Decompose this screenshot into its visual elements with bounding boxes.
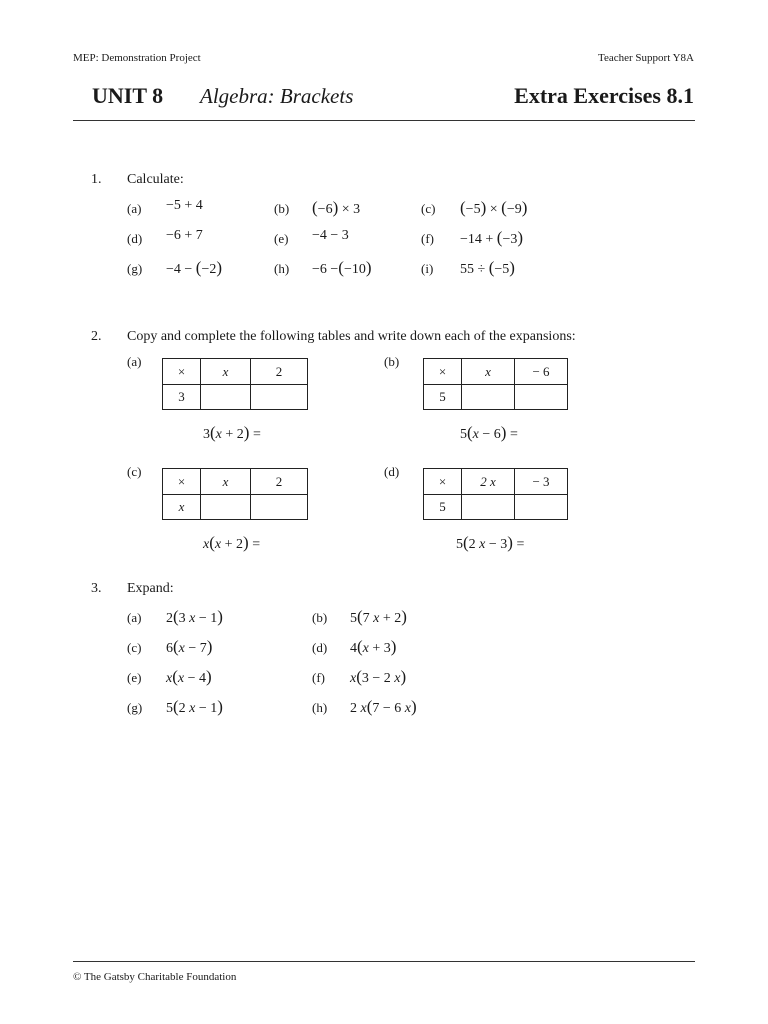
q1-part-expression: −4 − (−2) <box>166 258 223 277</box>
table-cell-blank <box>201 495 251 520</box>
q2-prompt: Copy and complete the following tables and write down each of the expansions: <box>127 329 576 344</box>
q2-label-d: (d) <box>384 464 400 479</box>
q1-part-label: (a) <box>127 201 142 216</box>
q1-part-expression: (−5) × (−9) <box>460 198 528 217</box>
footer-rule <box>73 961 695 962</box>
q1-part-expression: −6 + 7 <box>166 228 203 243</box>
table-cell-head: x <box>462 359 515 385</box>
header-rule <box>73 120 695 121</box>
q1-part-label: (i) <box>421 261 434 276</box>
table-cell-blank <box>201 385 251 410</box>
q3-part-label: (h) <box>312 700 328 715</box>
table-cell-head: − 6 <box>515 359 568 385</box>
q2-label-b: (b) <box>384 354 400 369</box>
table-cell-blank <box>251 495 308 520</box>
q1-part-label: (d) <box>127 231 143 246</box>
q3-part-expression: 4(x + 3) <box>350 637 397 656</box>
q2-expansion-d: 5(2 x − 3) = <box>456 533 525 552</box>
q1-part-label: (h) <box>274 261 290 276</box>
support-label: Teacher Support Y8A <box>598 52 694 64</box>
table-cell-head: 2 x <box>462 469 515 495</box>
q1-part-label: (c) <box>421 201 436 216</box>
table-cell-row-head: 5 <box>424 385 462 410</box>
q2-expansion-c: x(x + 2) = <box>203 533 261 552</box>
q1-part-label: (b) <box>274 201 290 216</box>
q1-part-expression: 55 ÷ (−5) <box>460 258 515 277</box>
q3-part-label: (a) <box>127 610 142 625</box>
q1-part-expression: −4 − 3 <box>312 228 349 243</box>
table-cell-head: x <box>201 469 251 495</box>
q3-part-label: (c) <box>127 640 142 655</box>
table-cell-times: × <box>163 359 201 385</box>
q1-part-expression: −14 + (−3) <box>460 228 524 247</box>
q3-prompt: Expand: <box>127 581 174 596</box>
footer-copyright: © The Gatsby Charitable Foundation <box>73 971 237 983</box>
q3-part-label: (e) <box>127 670 142 685</box>
table-cell-times: × <box>424 359 462 385</box>
q1-part-label: (e) <box>274 231 289 246</box>
table-cell-blank <box>515 385 568 410</box>
unit-title: UNIT 8 <box>92 83 164 108</box>
q2-table-a <box>162 358 308 410</box>
q2-label-a: (a) <box>127 354 142 369</box>
q3-part-expression: 6(x − 7) <box>166 637 213 656</box>
q3-part-expression: 5(2 x − 1) <box>166 697 223 716</box>
table-cell-times: × <box>424 469 462 495</box>
table-cell-head: x <box>201 359 251 385</box>
q3-part-expression: 2(3 x − 1) <box>166 607 223 626</box>
q3-part-expression: 5(7 x + 2) <box>350 607 407 626</box>
table-cell-blank <box>462 495 515 520</box>
table-cell-row-head: 3 <box>163 385 201 410</box>
table-cell-row-head: x <box>163 495 201 520</box>
table-cell-blank <box>251 385 308 410</box>
q3-part-label: (f) <box>312 670 325 685</box>
q3-part-label: (b) <box>312 610 328 625</box>
q2-table-c <box>162 468 308 520</box>
q3-part-label: (d) <box>312 640 328 655</box>
q1-part-expression: −5 + 4 <box>166 198 203 213</box>
q2-expansion-a: 3(x + 2) = <box>203 423 261 442</box>
table-cell-blank <box>515 495 568 520</box>
q1-part-label: (f) <box>421 231 434 246</box>
table-cell-blank <box>462 385 515 410</box>
table-cell-head: 2 <box>251 359 308 385</box>
q1-part-expression: (−6) × 3 <box>312 198 361 217</box>
q2-label-c: (c) <box>127 464 142 479</box>
q2-table-b <box>423 358 568 410</box>
q3-number: 3. <box>91 581 102 596</box>
q1-part-expression: −6 −(−10) <box>312 258 372 277</box>
q3-part-expression: x(x − 4) <box>166 667 212 686</box>
q1-prompt: Calculate: <box>127 172 184 187</box>
q2-number: 2. <box>91 329 102 344</box>
q3-part-expression: 2 x(7 − 6 x) <box>350 697 417 716</box>
q3-part-expression: x(3 − 2 x) <box>350 667 407 686</box>
exercise-title: Extra Exercises 8.1 <box>514 83 694 108</box>
table-cell-head: 2 <box>251 469 308 495</box>
q1-number: 1. <box>91 172 102 187</box>
q2-table-d <box>423 468 568 520</box>
table-cell-times: × <box>163 469 201 495</box>
q1-part-label: (g) <box>127 261 143 276</box>
table-cell-row-head: 5 <box>424 495 462 520</box>
project-name: MEP: Demonstration Project <box>73 52 201 64</box>
q3-part-label: (g) <box>127 700 143 715</box>
table-cell-head: − 3 <box>515 469 568 495</box>
topic-title: Algebra: Brackets <box>200 84 354 108</box>
q2-expansion-b: 5(x − 6) = <box>460 423 518 442</box>
